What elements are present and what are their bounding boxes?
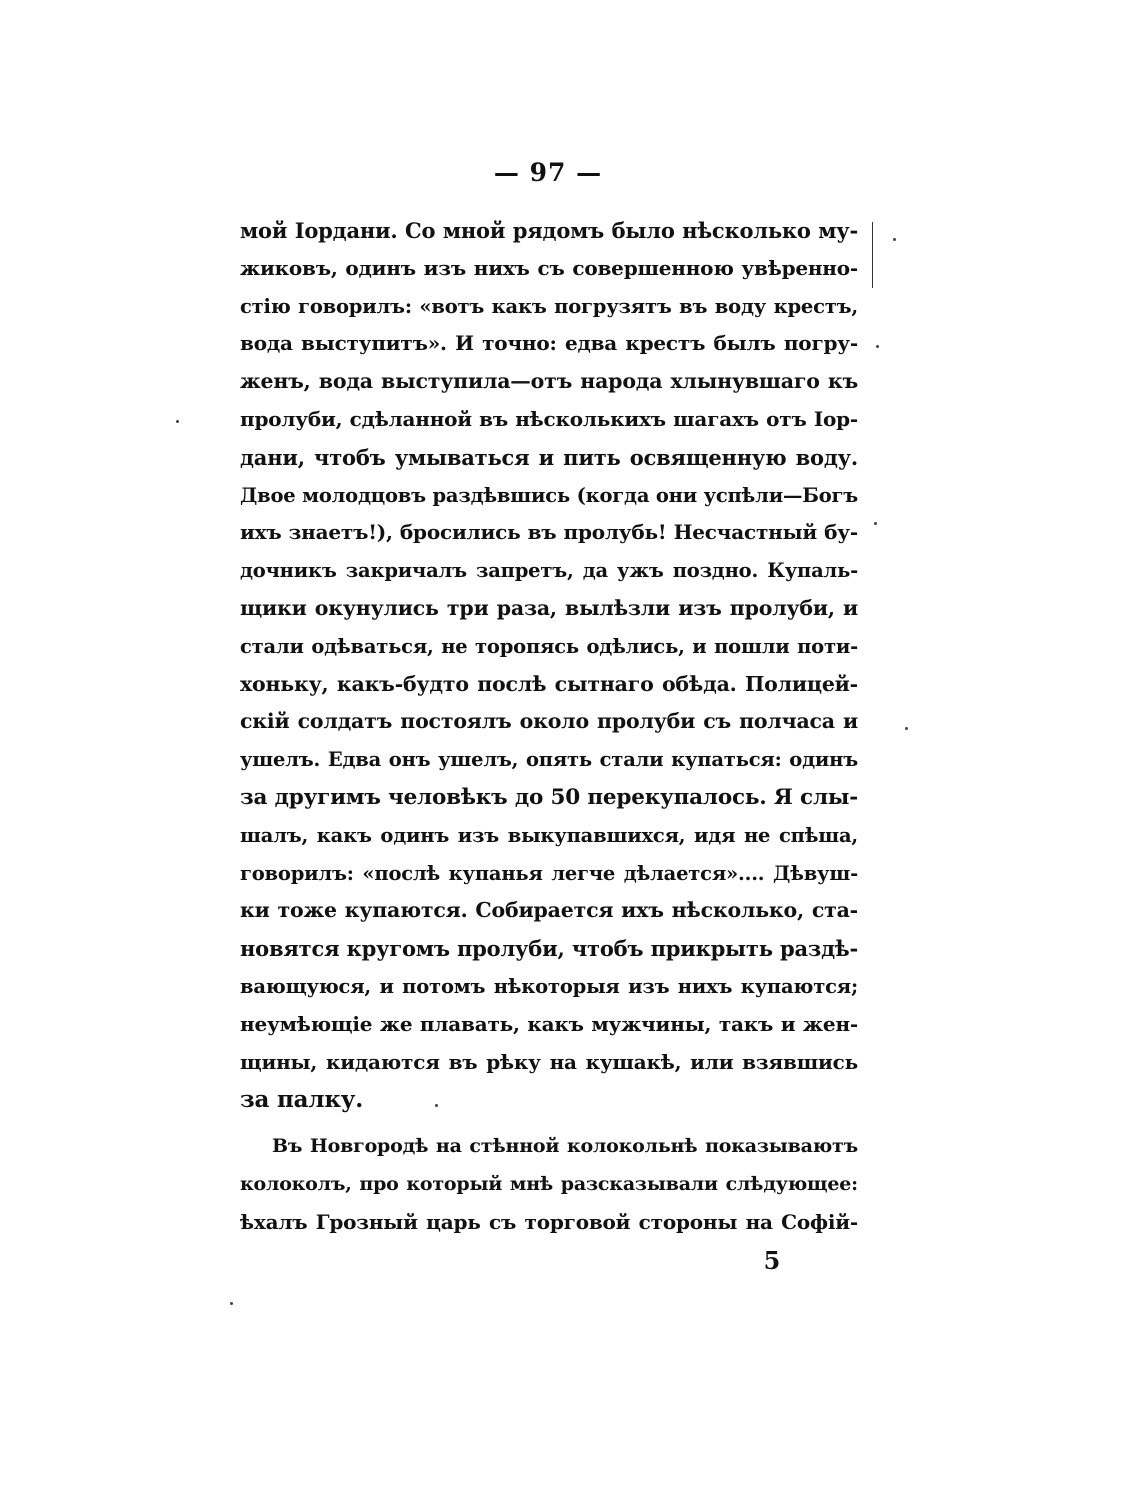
scan-speck (176, 420, 179, 423)
text-line: новятся кругомъ пролуби, чтобъ прикрыть раздѣ- (240, 936, 858, 962)
scan-speck (230, 1302, 233, 1305)
text-line: Двое молодцовъ раздѣвшись (когда они успѣли—Богъ (240, 483, 859, 507)
margin-mark (872, 222, 873, 288)
text-line: дочникъ закричалъ запретъ, да ужъ поздно. Купаль- (240, 559, 858, 583)
text-line: Въ Новгородѣ на стѣнной колокольнѣ показываютъ (272, 1135, 858, 1158)
text-line: колоколъ, про который мнѣ разсказывали слѣдующее: (240, 1172, 858, 1195)
text-line: за палку. (240, 1086, 364, 1114)
text-line: неумѣющіе же плавать, какъ мужчины, такъ и жен- (240, 1011, 858, 1036)
paragraph (240, 1128, 858, 1241)
text-line: вающуюся, и потомъ нѣкоторыя изъ нихъ купаются; (240, 974, 858, 998)
text-line: ѣхалъ Грозный царь съ торговой стороны на Софій- (240, 1209, 858, 1234)
text-line: пролуби, сдѣланной въ нѣсколькихъ шагахъ отъ Іор- (240, 406, 858, 431)
text-line: скій солдатъ постоялъ около пролуби съ полчаса и (240, 709, 858, 734)
scan-speck (874, 522, 877, 525)
text-line: мой Іордани. Со мной рядомъ было нѣсколько му- (240, 218, 858, 243)
paragraph (240, 212, 858, 1119)
text-line: ихъ знаетъ!), бросились въ пролубь! Несчастный бу- (240, 520, 858, 545)
text-line: щики окунулись три раза, вылѣзли изъ пролуби, и (240, 595, 858, 620)
text-line: ушелъ. Едва онъ ушелъ, опять стали купаться: одинъ (240, 748, 858, 772)
scan-speck (876, 345, 879, 348)
scan-speck (905, 727, 908, 730)
signature-mark: 5 (763, 1246, 781, 1275)
text-line: говорилъ: «послѣ купанья легче дѣлается».... Дѣвуш- (240, 861, 858, 885)
text-line: вода выступитъ». И точно: едва крестъ былъ погру- (240, 331, 858, 356)
text-line: стію говорилъ: «вотъ какъ погрузятъ въ воду крестъ, (240, 294, 858, 318)
text-line: дани, чтобъ умываться и пить освященную воду. (240, 444, 858, 470)
text-line: жиковъ, одинъ изъ нихъ съ совершенною увѣренно- (240, 255, 858, 280)
text-line: хоньку, какъ-будто послѣ сытнаго обѣда. Полицей- (240, 671, 858, 696)
text-line: шалъ, какъ одинъ изъ выкупавшихся, идя не спѣша, (240, 823, 858, 847)
text-line: женъ, вода выступила—отъ народа хлынувшаго къ (240, 369, 858, 394)
text-line: за другимъ человѣкъ до 50 перекупалось. Я слы- (240, 784, 858, 810)
scan-speck (893, 238, 896, 241)
text-line: стали одѣваться, не торопясь одѣлись, и пошли поти- (240, 634, 858, 658)
page-number: — 97 — (493, 158, 603, 187)
text-line: ки тоже купаются. Собирается ихъ нѣсколько, ста- (240, 898, 858, 923)
body-text (240, 212, 858, 1242)
text-line: щины, кидаются въ рѣку на кушакѣ, или взявшись (240, 1049, 858, 1074)
